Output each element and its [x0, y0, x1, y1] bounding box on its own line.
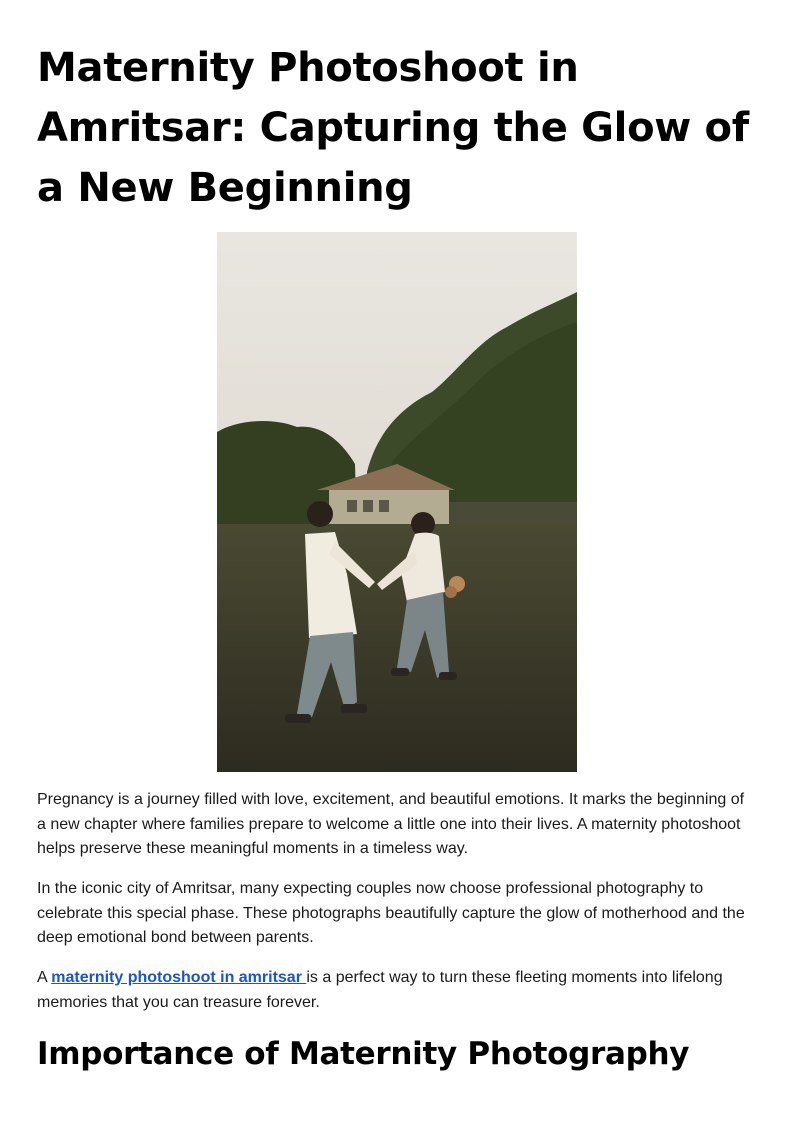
section-heading: Importance of Maternity Photography: [37, 1036, 690, 1072]
link-paragraph-lead: A: [37, 969, 52, 986]
link-paragraph-tail: is a perfect way to turn these fleeting moments into lifelong memories that you can treasure forever.: [37, 969, 723, 1011]
photo-illustration: [217, 232, 577, 772]
grass-field: [217, 524, 577, 772]
intro-paragraph: Pregnancy is a journey filled with love, excitement, and beautiful emotions. It marks the beginning of a new chapter where families prepare to welcome a little one into their lives. A maternity photoshoot helps preserve these meaningful moments in a timeless way.: [37, 791, 745, 857]
couple-walking-photo: [217, 232, 577, 772]
link-paragraph: [37, 966, 757, 1015]
page-title: Maternity Photoshoot in Amritsar: Capturing the Glow of a New Beginning: [37, 45, 749, 211]
amritsar-paragraph: In the iconic city of Amritsar, many expecting couples now choose professional photography to celebrate this special phase. These photographs beautifully capture the glow of motherhood and the deep emotional bond between parents.: [37, 880, 745, 946]
maternity-photoshoot-link[interactable]: maternity photoshoot in amritsar: [51, 969, 307, 986]
